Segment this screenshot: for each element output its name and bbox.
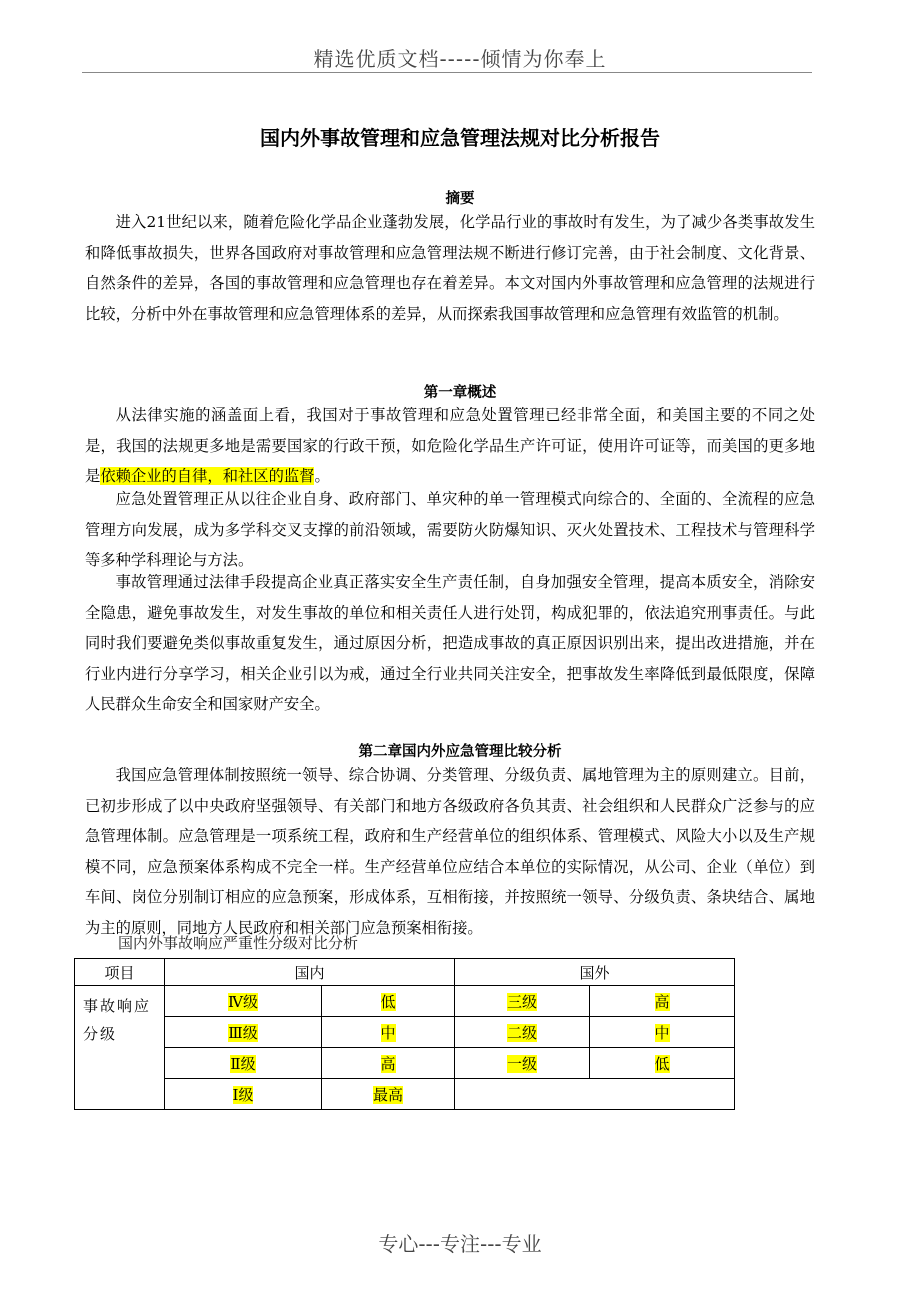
domestic-severity: 低 [380,992,396,1011]
domestic-level: Ⅳ级 [228,992,258,1011]
domestic-level: Ⅱ级 [230,1054,256,1073]
foreign-severity: 中 [654,1023,670,1042]
foreign-severity-cell [590,986,735,1017]
chapter1-paragraph-2: 应急处置管理正从以往企业自身、政府部门、单灾种的单一管理模式向综合的、全面的、全流程的应急管理方向发展，成为多学科交叉支撑的前沿领域，需要防火防爆知识、灭火处置技术、工程技术与管理科学等多种学科理论与方法。 [85,490,815,569]
table-row [75,986,735,1017]
foreign-empty-cell [455,1079,735,1110]
chapter1-p1-end: 。 [314,467,330,485]
domestic-level-cell [165,1048,322,1079]
highlighted-phrase: 依赖企业的自律，和社区的监督 [100,467,315,485]
chapter2-heading: 第二章国内外应急管理比较分析 [358,744,562,760]
chapter1-heading: 第一章概述 [423,385,497,401]
foreign-severity-cell [590,1017,735,1048]
page-header: 精选优质文档-----倾情为你奉上 [313,47,607,71]
domestic-severity-cell [322,986,455,1017]
domestic-severity: 最高 [373,1085,404,1104]
header-divider [82,72,812,73]
chapter1-paragraph-1 [85,400,815,492]
table-row [75,1048,735,1079]
foreign-level: 一级 [507,1054,538,1073]
chapter1-p1-text: 从法律实施的涵盖面上看，我国对于事故管理和应急处置管理已经非常全面，和美国主要的不同之处是，我国的法规更多地是需要国家的行政干预，如危险化学品生产许可证，使用许可证等，而美国的更多地是 [85,406,815,485]
abstract-paragraph: 进入21世纪以来，随着危险化学品企业蓬勃发展，化学品行业的事故时有发生，为了减少各类事故发生和降低事故损失，世界各国政府对事故管理和应急管理法规不断进行修订完善，由于社会制度、文化背景、自然条件的差异，各国的事故管理和应急管理也存在着差异。本文对国内外事故管理和应急管理的法规进行比较，分析中外在事故管理和应急管理体系的差异，从而探索我国事故管理和应急管理有效监管的机制。 [85,213,815,323]
domestic-level-cell [165,1079,322,1110]
domestic-severity: 中 [380,1023,396,1042]
foreign-level: 二级 [507,1023,538,1042]
foreign-severity: 低 [654,1054,670,1073]
domestic-level: Ⅰ级 [232,1085,254,1104]
header-foreign: 国外 [455,959,735,986]
table-row [75,1017,735,1048]
chapter1-paragraph-3: 事故管理通过法律手段提高企业真正落实安全生产责任制，自身加强安全管理，提高本质安全，消除安全隐患，避免事故发生，对发生事故的单位和相关责任人进行处罚，构成犯罪的，依法追究刑事责任。与此同时我们要避免类似事故重复发生，通过原因分析，把造成事故的真正原因识别出来，提出改进措施，并在行业内进行分享学习，相关企业引以为戒，通过全行业共同关注安全，把事故发生率降低到最低限度，保障人民群众生命安全和国家财产安全。 [85,573,815,713]
table-header-row [75,959,735,986]
foreign-level-cell [455,1017,590,1048]
foreign-level-cell [455,986,590,1017]
domestic-severity: 高 [380,1054,396,1073]
domestic-severity-cell [322,1017,455,1048]
foreign-level: 三级 [507,992,538,1011]
foreign-severity: 高 [654,992,670,1011]
domestic-level: Ⅲ级 [228,1023,258,1042]
header-item: 项目 [75,959,165,986]
document-title: 国内外事故管理和应急管理法规对比分析报告 [260,126,660,150]
table-caption: 国内外事故响应严重性分级对比分析 [118,934,359,952]
abstract-heading: 摘要 [445,191,475,207]
domestic-severity-cell [322,1079,455,1110]
table-row [75,1079,735,1110]
domestic-level-cell [165,1017,322,1048]
domestic-severity-cell [322,1048,455,1079]
chapter2-paragraph-1: 我国应急管理体制按照统一领导、综合协调、分类管理、分级负责、属地管理为主的原则建立。目前，已初步形成了以中央政府坚强领导、有关部门和地方各级政府各负其责、社会组织和人民群众广泛参与的应急管理体制。应急管理是一项系统工程，政府和生产经营单位的组织体系、管理模式、风险大小以及生产规模不同，应急预案体系构成不完全一样。生产经营单位应结合本单位的实际情况，从公司、企业（单位）到车间、岗位分别制订相应的应急预案，形成体系，互相衔接，并按照统一领导、分级负责、条块结合、属地为主的原则，同地方人民政府和相关部门应急预案相衔接。 [85,766,815,937]
page-footer: 专心---专注---专业 [378,1232,542,1256]
severity-comparison-table [74,958,735,1110]
header-domestic: 国内 [165,959,455,986]
foreign-level-cell [455,1048,590,1079]
foreign-severity-cell [590,1048,735,1079]
row-label: 事故响应分级 [75,986,165,1110]
domestic-level-cell [165,986,322,1017]
